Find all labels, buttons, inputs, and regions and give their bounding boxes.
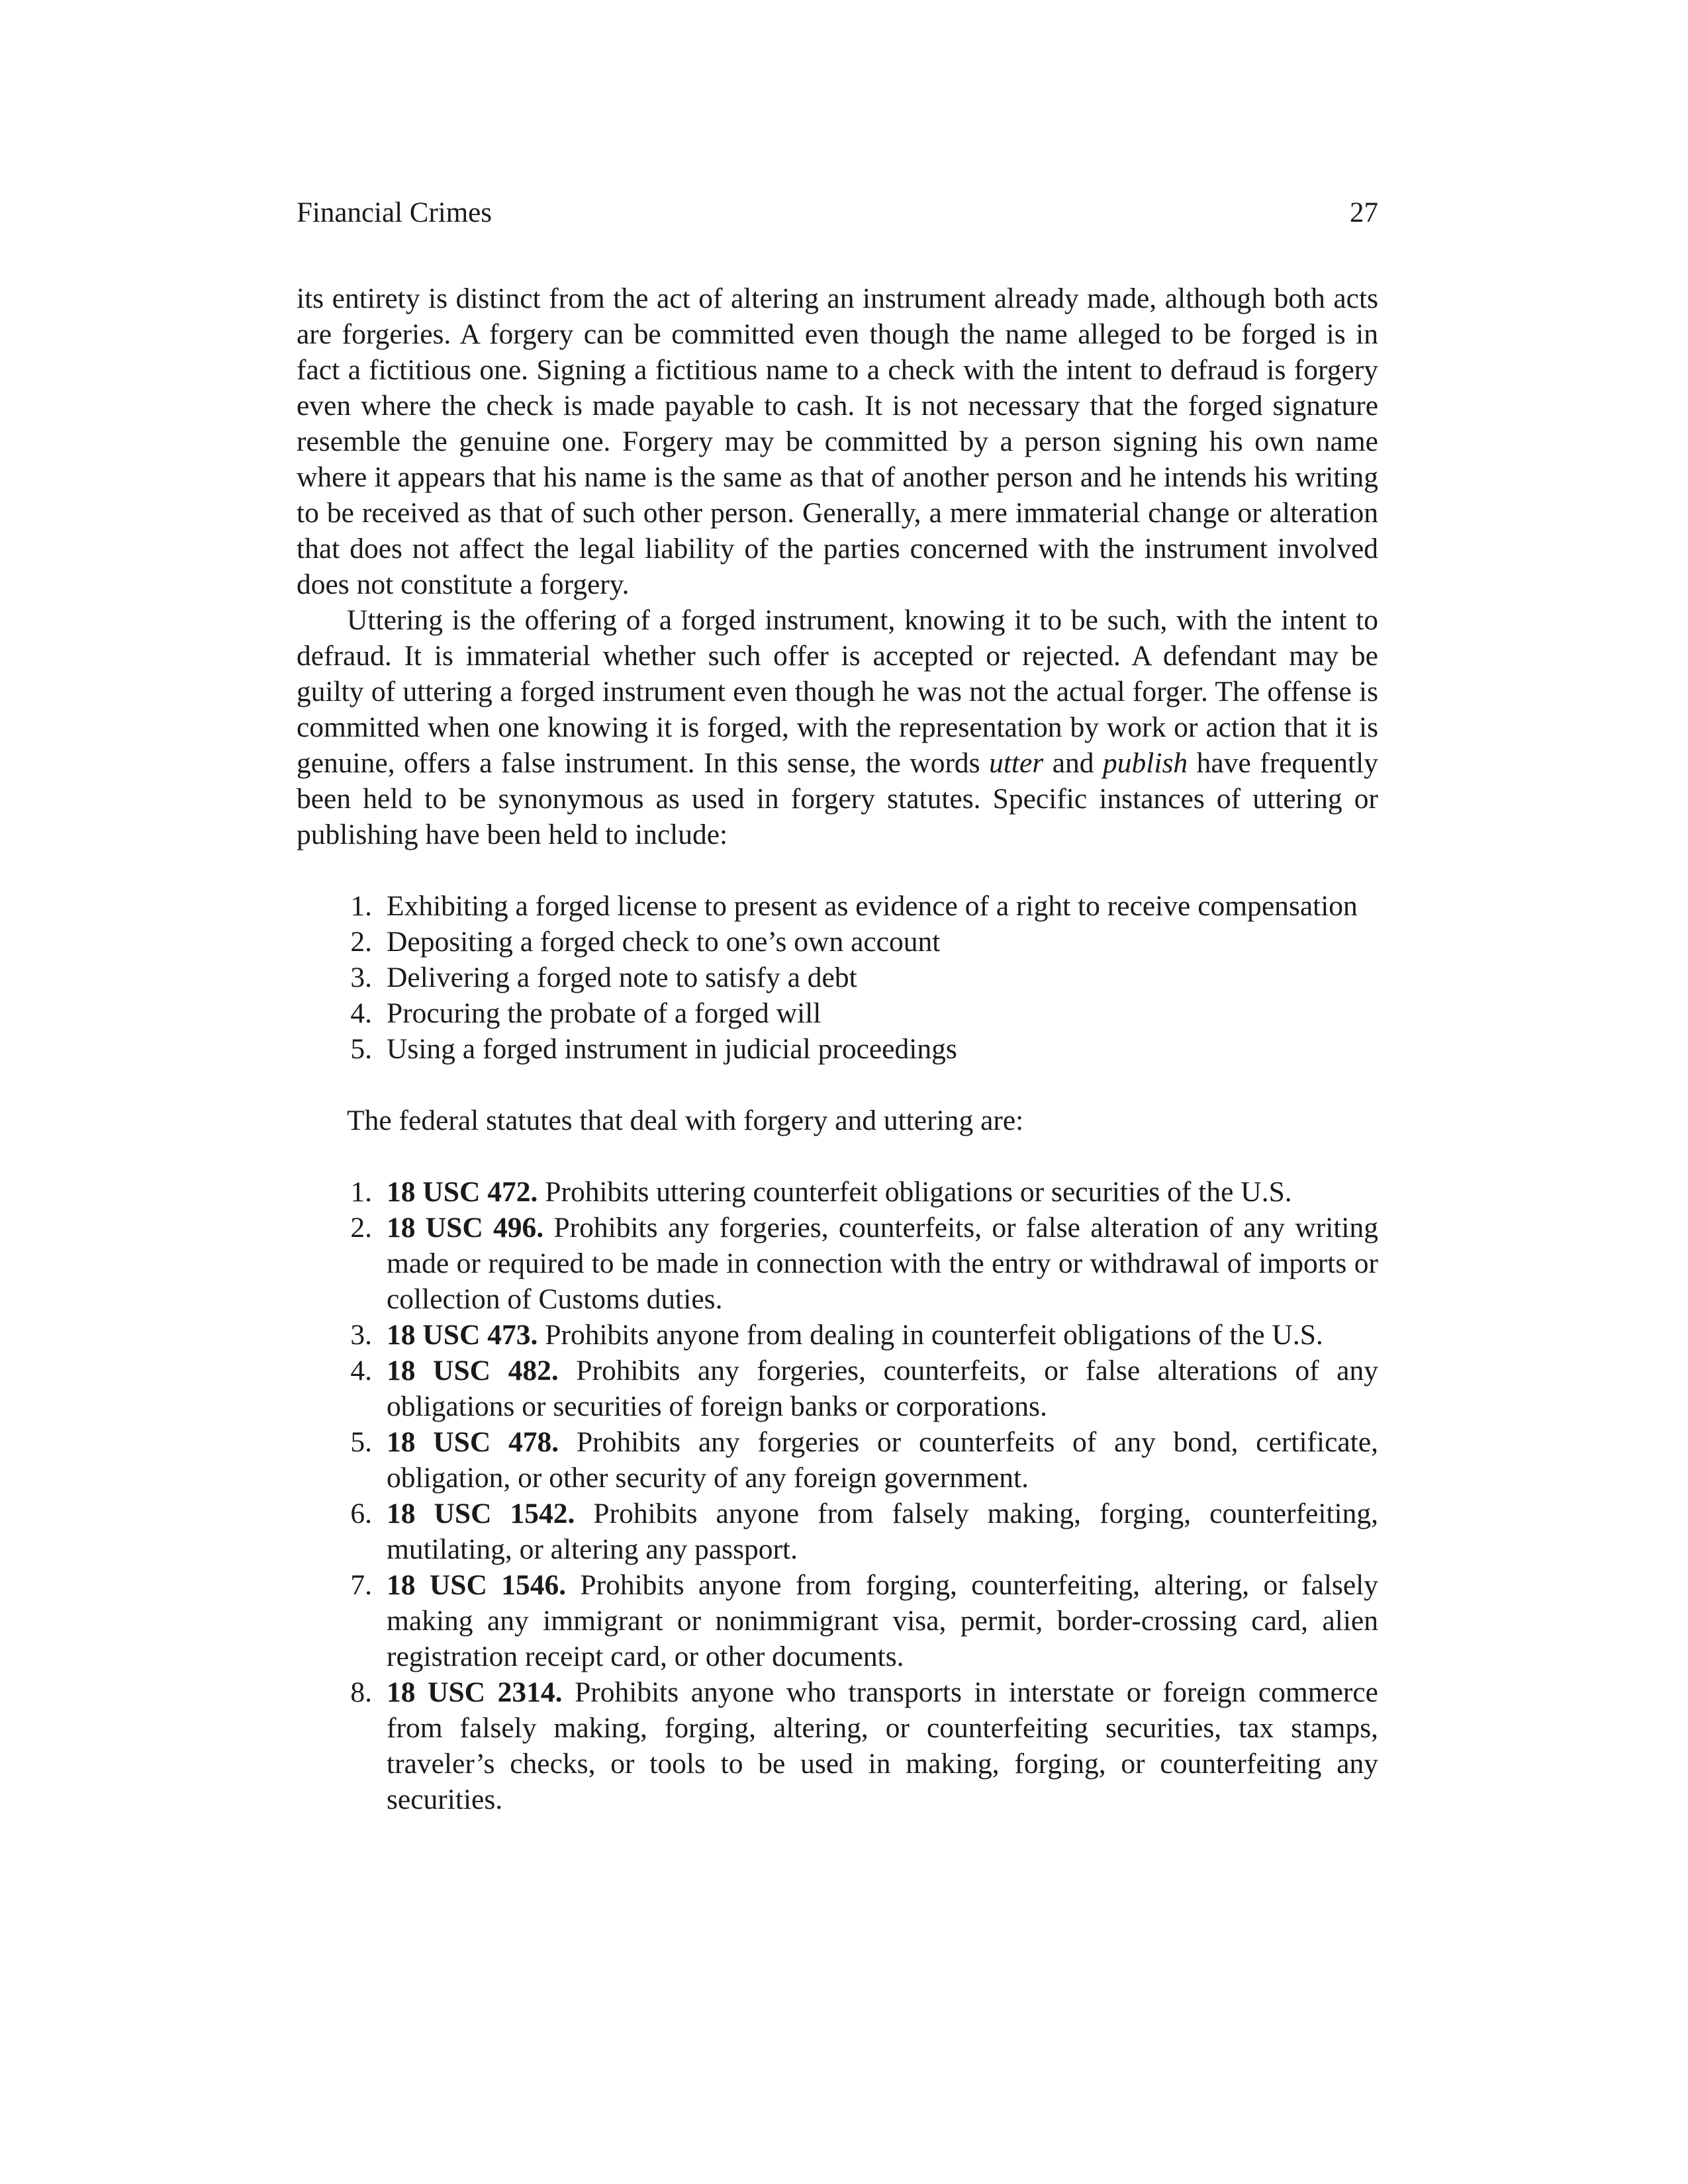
statute-text: Prohibits any forgeries, counterfeits, or false alterations of any obligations or securities of foreign banks or corporations. bbox=[387, 1355, 1378, 1422]
statute-text: Prohibits anyone from falsely making, forging, counterfeiting, mutilating, or altering any passport. bbox=[387, 1498, 1378, 1565]
statute-item bbox=[297, 1174, 1378, 1210]
list-item bbox=[297, 888, 1378, 924]
statute-code: 18 USC 1546. bbox=[387, 1569, 567, 1601]
statute-text: Prohibits any forgeries, counterfeits, or false alteration of any writing made or required to be made in connection with the entry or withdrawal of imports or collection of Customs duties. bbox=[387, 1212, 1378, 1315]
list-item-number: 3. bbox=[350, 962, 372, 993]
term-utter: utter bbox=[989, 747, 1044, 779]
paragraph-uttering-part1: Uttering is the offering of a forged instrument, knowing it to be such, with the intent to defraud. It is immaterial whether such offer is accepted or rejected. A defendant may be guilty of uttering a forged instrument even though he was not the actual forger. The offense is committed when one knowing it is forged, with the representation by work or action that it is genuine, offers a false instrument. In this sense, the words bbox=[297, 604, 1378, 779]
statute-text: Prohibits anyone who transports in interstate or foreign commerce from falsely making, forging, altering, or counterfeiting securities, tax stamps, traveler’s checks, or tools to be used in making, forging, or counterfeiting any securities. bbox=[387, 1676, 1378, 1815]
statute-number: 4. bbox=[350, 1355, 372, 1387]
statute-item bbox=[297, 1424, 1378, 1496]
statute-number: 5. bbox=[350, 1426, 372, 1458]
paragraph-forgery-continued: its entirety is distinct from the act of altering an instrument already made, although both acts are forgeries. A forgery can be committed even though the name alleged to be forged is in fact a fictitious one. Signing a fictitious name to a check with the intent to defraud is forgery even where the check is made payable to cash. It is not necessary that the forged signature resemble the genuine one. Forgery may be committed by a person signing his own name where it appears that his name is the same as that of another person and he intends his writing to be received as that of such other person. Generally, a mere immaterial change or alteration that does not affect the legal liability of the parties concerned with the instrument involved does not constitute a forgery. bbox=[297, 283, 1378, 600]
list-item-number: 2. bbox=[350, 926, 372, 958]
list-item-text: Using a forged instrument in judicial proceedings bbox=[387, 1033, 957, 1065]
statute-text: Prohibits uttering counterfeit obligations or securities of the U.S. bbox=[538, 1176, 1292, 1208]
list-item-text: Exhibiting a forged license to present as evidence of a right to receive compensation bbox=[387, 890, 1358, 922]
list-item-text: Procuring the probate of a forged will bbox=[387, 997, 821, 1029]
statute-text: Prohibits anyone from forging, counterfeiting, altering, or falsely making any immigrant or nonimmigrant visa, permit, border-crossing card, alien registration receipt card, or other documents. bbox=[387, 1569, 1378, 1672]
list-item-number: 1. bbox=[350, 890, 372, 922]
list-item bbox=[297, 995, 1378, 1031]
list-item bbox=[297, 924, 1378, 960]
list-item bbox=[297, 960, 1378, 995]
statute-code: 18 USC 2314. bbox=[387, 1676, 563, 1708]
statute-item bbox=[297, 1496, 1378, 1567]
statute-number: 7. bbox=[350, 1569, 372, 1601]
statute-number: 8. bbox=[350, 1676, 372, 1708]
list-item-text: Depositing a forged check to one’s own account bbox=[387, 926, 941, 958]
list-item bbox=[297, 1031, 1378, 1067]
list-item-number: 5. bbox=[350, 1033, 372, 1065]
term-publish: publish bbox=[1103, 747, 1188, 779]
statute-code: 18 USC 472. bbox=[387, 1176, 538, 1208]
federal-statutes-list bbox=[297, 1174, 1378, 1817]
body-text bbox=[297, 281, 1378, 1817]
list-item-text: Delivering a forged note to satisfy a debt bbox=[387, 962, 857, 993]
statute-number: 1. bbox=[350, 1176, 372, 1208]
list-item-number: 4. bbox=[350, 997, 372, 1029]
statute-text: Prohibits anyone from dealing in counterfeit obligations of the U.S. bbox=[538, 1319, 1323, 1351]
statute-item bbox=[297, 1567, 1378, 1674]
paragraph-uttering bbox=[297, 602, 1378, 852]
uttering-examples-list bbox=[297, 888, 1378, 1067]
paragraph-uttering-part3: have frequently been held to be synonymous as used in forgery statutes. Specific instances of uttering or publishing have been held to include: bbox=[297, 747, 1378, 850]
statute-item bbox=[297, 1210, 1378, 1317]
statute-code: 18 USC 482. bbox=[387, 1355, 559, 1387]
page-number: 27 bbox=[1350, 197, 1378, 228]
statute-code: 18 USC 496. bbox=[387, 1212, 544, 1244]
statute-item bbox=[297, 1674, 1378, 1817]
statutes-intro: The federal statutes that deal with forgery and uttering are: bbox=[347, 1105, 1024, 1136]
statute-code: 18 USC 473. bbox=[387, 1319, 538, 1351]
statute-text: Prohibits any forgeries or counterfeits of any bond, certificate, obligation, or other security of any foreign government. bbox=[387, 1426, 1378, 1494]
statute-code: 18 USC 1542. bbox=[387, 1498, 575, 1529]
running-head bbox=[297, 193, 1378, 233]
running-title: Financial Crimes bbox=[297, 197, 492, 228]
statute-number: 6. bbox=[350, 1498, 372, 1529]
statute-item bbox=[297, 1317, 1378, 1353]
paragraph-uttering-part2: and bbox=[1043, 747, 1103, 779]
statute-number: 3. bbox=[350, 1319, 372, 1351]
statute-item bbox=[297, 1353, 1378, 1424]
statute-code: 18 USC 478. bbox=[387, 1426, 559, 1458]
statute-number: 2. bbox=[350, 1212, 372, 1244]
